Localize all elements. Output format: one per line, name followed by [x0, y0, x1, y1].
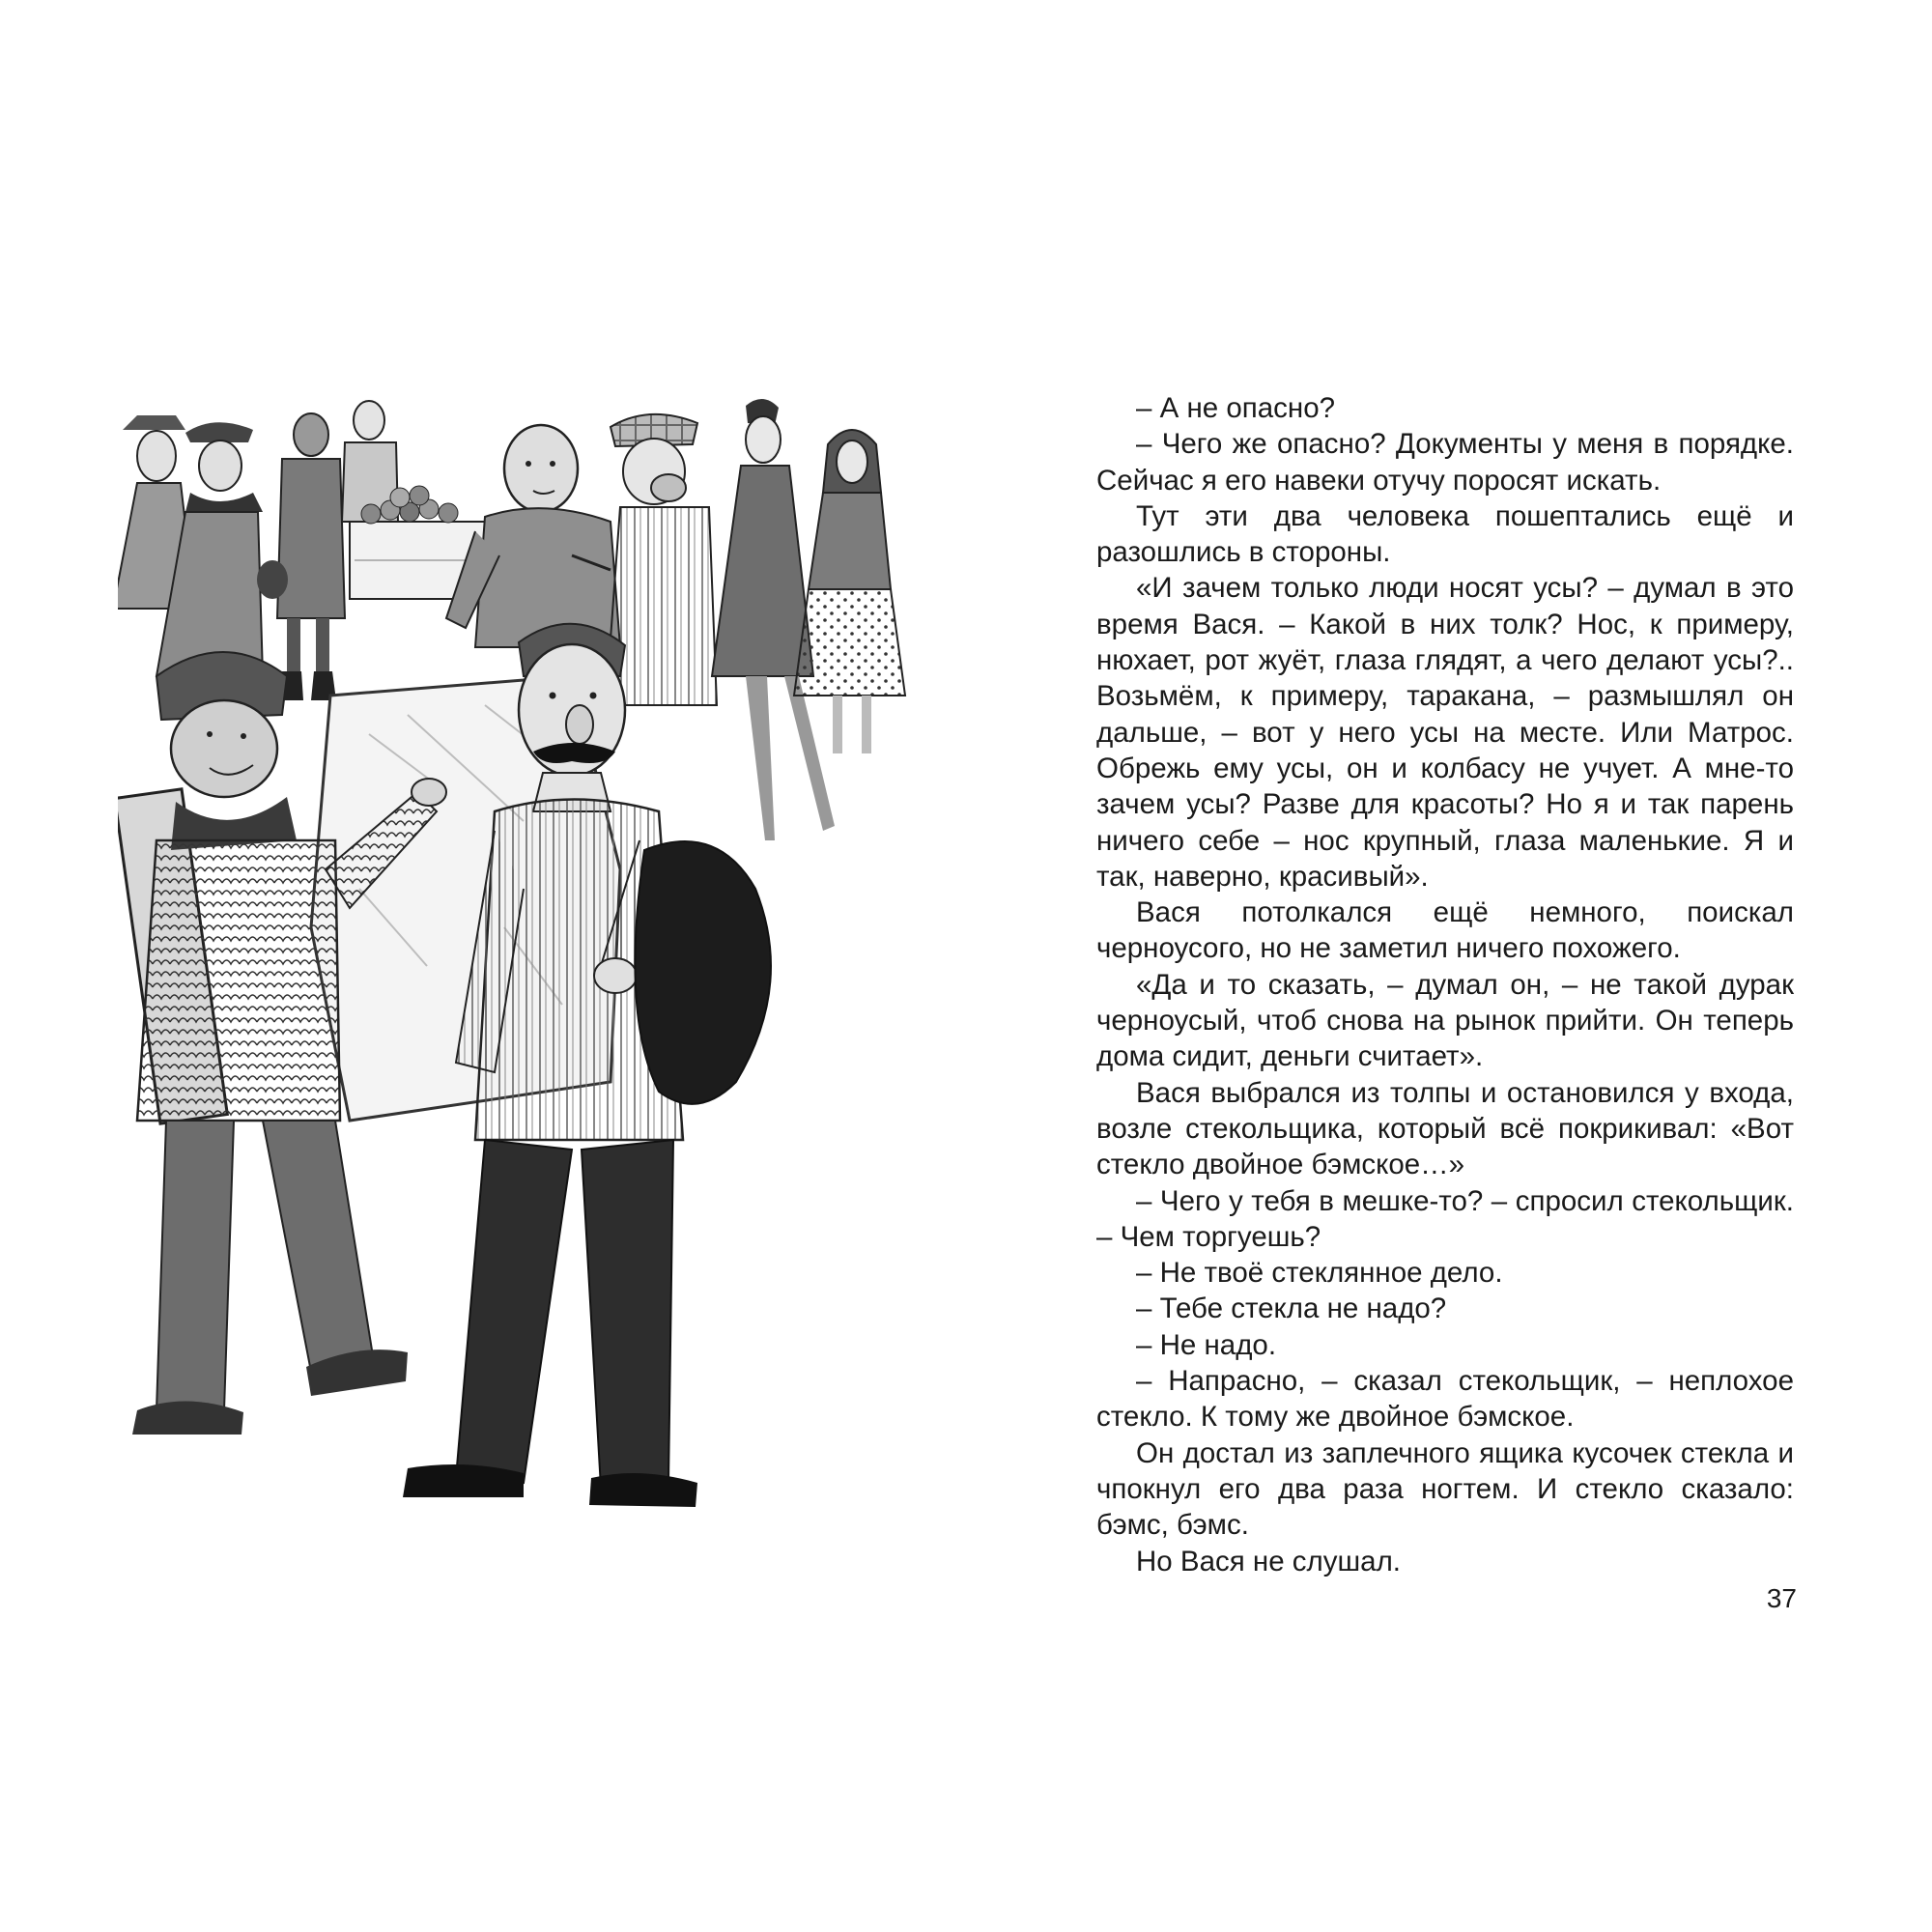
- dialogue-line: – А не опасно?: [1136, 392, 1336, 424]
- market-scene-drawing: [118, 386, 929, 1546]
- narration-paragraph: Тут эти два человека пошептались ещё и разошлись в стороны.: [1096, 499, 1794, 569]
- narration-paragraph: Вася выбрался из толпы и остановился у входа, возле стекольщика, который всё покрикивал: «Вот стекло двойное бэмское…»: [1096, 1076, 1794, 1181]
- dialogue-line: – Чего у тебя в мешке-то? – спросил стекольщик. – Чем торгуешь?: [1096, 1184, 1794, 1253]
- narration-paragraph: Но Вася не слушал.: [1136, 1545, 1401, 1577]
- dialogue-line: – Напрасно, – сказал стекольщик, – неплохое стекло. К тому же двойное бэмское.: [1096, 1365, 1794, 1434]
- woman-in-headscarf-figure: [794, 430, 905, 753]
- market-illustration: [118, 386, 929, 1546]
- narration-paragraph: Вася потолкался ещё немного, поискал черноусого, но не заметил ничего похожего.: [1096, 896, 1794, 965]
- narration-paragraph: «И зачем только люди носят усы? – думал в это время Вася. – Какой в них толк? Нос, к примеру, нюхает, рот жуёт, глаза глядят, а чего делают усы?.. Возьмём, к примеру, таракана, – размышлял он дальше, – вот у него усы на месте. Или Матрос. Обрежь ему усы, он и колбасу не учует. А мне-то зачем усы? Разве для красоты? Но я и так парень ничего себе – нос крупный, глаза маленькие. Я и так, наверно, красивый».: [1096, 572, 1794, 893]
- page-number: 37: [1766, 1583, 1797, 1613]
- narration-paragraph: «Да и то сказать, – думал он, – не такой дурак черноусый, чтоб снова на рынок прийти. Он теперь дома сидит, деньги считает».: [1096, 968, 1794, 1073]
- dialogue-line: – Чего же опасно? Документы у меня в порядке. Сейчас я его навеки отучу поросят искать.: [1096, 428, 1794, 497]
- page-text: [1096, 390, 1794, 1579]
- dialogue-line: – Тебе стекла не надо?: [1136, 1293, 1447, 1325]
- dialogue-line: – Не твоё стеклянное дело.: [1136, 1257, 1503, 1290]
- man-in-cap-figure: [257, 413, 345, 700]
- narration-paragraph: Он достал из заплечного ящика кусочек стекла и чпокнул его два раза ногтем. И стекло сказало: бэмс, бэмс.: [1096, 1436, 1794, 1542]
- dialogue-line: – Не надо.: [1136, 1328, 1277, 1361]
